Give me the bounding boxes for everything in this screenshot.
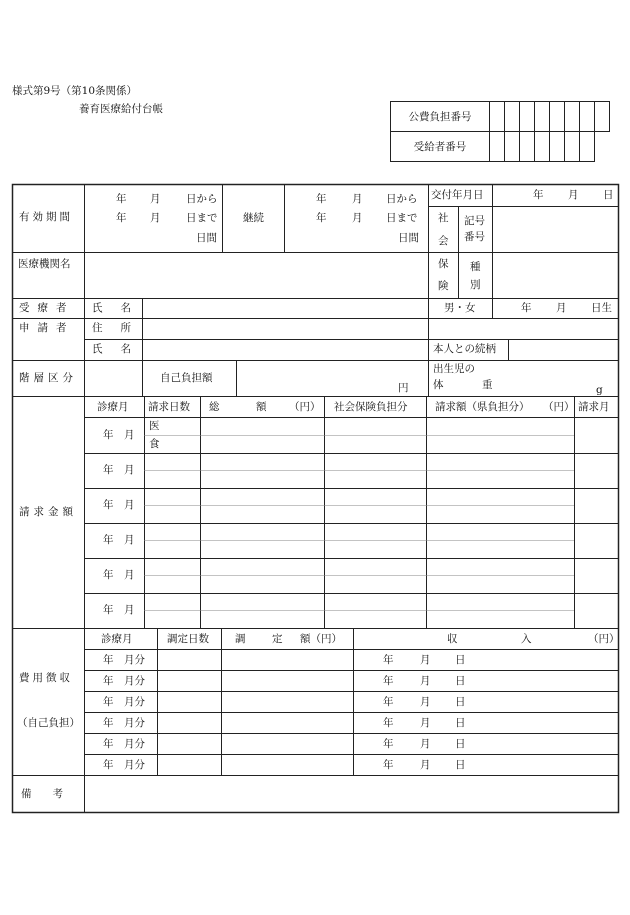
continuation-label: 継続 <box>243 212 264 224</box>
fee-row-month: 年 月分 <box>103 675 145 687</box>
period-day-to: 日まで <box>186 212 218 224</box>
fee-date-month: 月 <box>420 696 431 708</box>
issue-month: 月 <box>568 189 579 201</box>
yen-unit: 円 <box>398 382 409 394</box>
fee-row-month: 年 月分 <box>103 759 145 771</box>
relation-label: 本人との続柄 <box>433 343 496 355</box>
period-days: 日間 <box>196 232 217 244</box>
public-expense-number-label: 公費負担番号 <box>391 102 490 132</box>
issue-year: 年 <box>533 189 544 201</box>
number-label: 番号 <box>464 231 485 243</box>
fee-date-year: 年 <box>383 675 394 687</box>
fee-row-month: 年 月分 <box>103 738 145 750</box>
medical-sub-label: 医 <box>149 420 160 432</box>
type-label: 別 <box>470 279 481 291</box>
insurance-char: 保 <box>438 258 449 270</box>
claim-header-yen: （円） <box>289 401 321 413</box>
fee-date-year: 年 <box>383 696 394 708</box>
fee-date-year: 年 <box>383 654 394 666</box>
applicant-name-label: 氏名 <box>92 343 149 355</box>
period-year: 年 <box>316 212 327 224</box>
fee-date-day: 日 <box>455 759 466 771</box>
fee-date-day: 日 <box>455 717 466 729</box>
relation-field[interactable] <box>510 341 617 359</box>
self-pay-label: 自己負担額 <box>160 372 213 384</box>
claim-row-month: 年 月 <box>103 534 135 546</box>
claim-header-pref-amount: 請求額（県負担分） <box>435 401 530 413</box>
form-number: 様式第9号（第10条関係） <box>12 85 138 97</box>
claim-row-month: 年 月 <box>103 499 135 511</box>
claim-header-yen: （円） <box>543 401 575 413</box>
period-year: 年 <box>116 193 127 205</box>
period-day-from: 日から <box>386 193 418 205</box>
insurance-type-field[interactable] <box>494 254 616 297</box>
period-month: 月 <box>150 212 161 224</box>
sex-field[interactable]: 男・女 <box>444 302 476 314</box>
income-class-label: 階層区分 <box>19 372 77 384</box>
claim-header-days: 請求日数 <box>148 401 190 413</box>
fee-date-year: 年 <box>383 759 394 771</box>
fee-date-month: 月 <box>420 654 431 666</box>
period-year: 年 <box>116 212 127 224</box>
patient-name-label: 氏名 <box>92 302 149 314</box>
symbol-label: 記号 <box>464 215 485 227</box>
fee-date-year: 年 <box>383 717 394 729</box>
meal-sub-label: 食 <box>149 438 160 450</box>
type-label: 種 <box>470 261 481 273</box>
period-month: 月 <box>150 193 161 205</box>
issue-date-label: 交付年月日 <box>431 189 484 201</box>
validity-period-label: 有効期間 <box>19 211 73 223</box>
birth-weight-field[interactable] <box>495 375 593 395</box>
birth-weight-label: 重 <box>482 379 493 391</box>
applicant-address-field[interactable] <box>144 320 617 338</box>
fee-date-month: 月 <box>420 738 431 750</box>
fee-header-month: 診療月 <box>101 633 133 645</box>
patient-label: 受療者 <box>19 302 75 314</box>
fee-date-day: 日 <box>455 738 466 750</box>
issue-date-field[interactable] <box>494 186 616 205</box>
recipient-number-label: 受給者番号 <box>391 132 490 162</box>
continuation-period-field[interactable] <box>286 186 427 251</box>
fee-date-month: 月 <box>420 717 431 729</box>
fee-date-day: 日 <box>455 654 466 666</box>
fee-date-day: 日 <box>455 675 466 687</box>
birth-month: 月 <box>556 302 567 314</box>
period-field[interactable] <box>86 186 221 251</box>
claim-row-month: 年 月 <box>103 604 135 616</box>
fee-row-month: 年 月分 <box>103 717 145 729</box>
patient-name-field[interactable] <box>144 300 427 317</box>
insurance-char: 会 <box>438 235 449 247</box>
remarks-field[interactable] <box>86 777 616 811</box>
self-pay-amount-field[interactable] <box>238 362 427 395</box>
claim-amount-label: 請求金額 <box>19 506 77 518</box>
fee-header-amount: 定 <box>272 633 283 645</box>
medical-institution-label: 医療機関名 <box>18 258 71 270</box>
applicant-label: 申請者 <box>19 322 75 334</box>
insurance-char: 社 <box>438 212 449 224</box>
fee-row-month: 年 月分 <box>103 696 145 708</box>
birth-weight-label: 出生児の <box>433 363 475 375</box>
fee-header-income: 入 <box>521 633 532 645</box>
self-pay-sub-label: （自己負担） <box>17 717 80 729</box>
medical-institution-field[interactable] <box>86 254 427 297</box>
period-day-from: 日から <box>186 193 218 205</box>
period-day-to: 日まで <box>386 212 418 224</box>
fee-date-day: 日 <box>455 696 466 708</box>
claim-row-month: 年 月 <box>103 569 135 581</box>
fee-header-amount: 額（円） <box>300 633 342 645</box>
fee-date-year: 年 <box>383 738 394 750</box>
applicant-address-label: 住所 <box>92 322 149 334</box>
remarks-label: 備 考 <box>21 788 63 800</box>
fee-date-month: 月 <box>420 675 431 687</box>
applicant-name-field[interactable] <box>144 341 427 359</box>
claim-header-insurance: 社会保険負担分 <box>334 401 408 413</box>
birth-day: 日生 <box>591 302 612 314</box>
fee-row-month: 年 月分 <box>103 654 145 666</box>
claim-header-total: 額 <box>256 401 267 413</box>
period-month: 月 <box>352 212 363 224</box>
fee-header-yen: （円） <box>588 633 620 645</box>
form-title: 養育医療給付台帳 <box>79 103 163 115</box>
birth-weight-label: 体 <box>433 379 444 391</box>
insurance-char: 険 <box>438 280 449 292</box>
claim-header-total: 総 <box>209 401 220 413</box>
income-class-field[interactable] <box>86 362 141 395</box>
fee-date-month: 月 <box>420 759 431 771</box>
claim-row-month: 年 月 <box>103 464 135 476</box>
fee-header-days: 調定日数 <box>167 633 209 645</box>
claim-row-month: 年 月 <box>103 429 135 441</box>
issue-day: 日 <box>603 189 614 201</box>
fee-header-income: 収 <box>447 633 458 645</box>
birth-year: 年 <box>521 302 532 314</box>
gram-unit: g <box>596 384 603 396</box>
claim-header-month: 診療月 <box>97 401 129 413</box>
period-days: 日間 <box>398 232 419 244</box>
claim-header-claim-month: 請求月 <box>578 401 610 413</box>
period-year: 年 <box>316 193 327 205</box>
period-month: 月 <box>352 193 363 205</box>
fee-collection-label: 費用徴収 <box>19 672 73 684</box>
symbol-number-field[interactable] <box>494 208 616 251</box>
fee-header-amount: 調 <box>235 633 246 645</box>
